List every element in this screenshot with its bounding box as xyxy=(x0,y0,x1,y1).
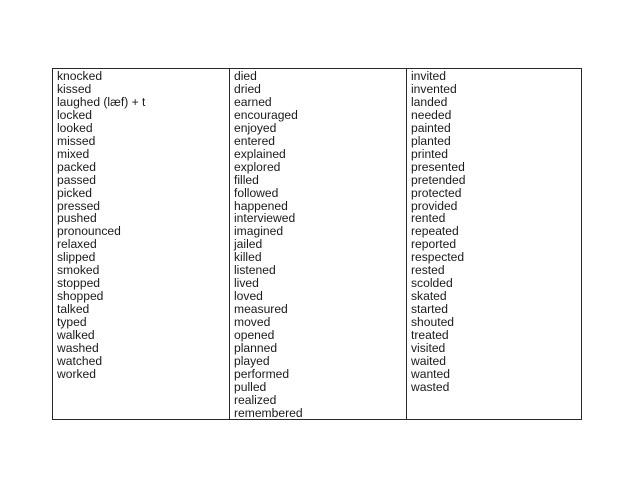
word-entry: invited xyxy=(411,69,446,83)
word-entry: lived xyxy=(234,276,259,291)
word-entry: scolded xyxy=(411,276,453,291)
word-entry: visited xyxy=(411,341,446,356)
word-entry: repeated xyxy=(411,224,459,239)
word-entry: pronounced xyxy=(57,224,121,239)
word-entry: looked xyxy=(57,120,93,135)
table-column-1 xyxy=(53,69,230,419)
word-entry: happened xyxy=(234,198,288,213)
word-entry: filled xyxy=(234,172,259,187)
word-entry: mixed xyxy=(57,146,90,161)
word-entry: wasted xyxy=(411,379,450,394)
word-entry: interviewed xyxy=(234,211,296,226)
word-entry: presented xyxy=(411,159,465,174)
word-entry: painted xyxy=(411,120,451,135)
word-entry: talked xyxy=(57,302,90,317)
word-entry: planned xyxy=(234,341,278,356)
word-entry: reported xyxy=(411,237,457,252)
word-entry: followed xyxy=(234,185,279,200)
word-entry: pressed xyxy=(57,198,101,213)
word-entry: shouted xyxy=(411,315,455,330)
word-entry: typed xyxy=(57,315,87,330)
word-entry: measured xyxy=(234,302,288,317)
word-entry: treated xyxy=(411,328,449,343)
word-entry: provided xyxy=(411,198,458,213)
word-entry: entered xyxy=(234,133,276,148)
word-entry: watched xyxy=(57,353,103,368)
word-entry: laughed (læf) + t xyxy=(57,94,146,109)
word-entry: imagined xyxy=(234,224,284,239)
word-entry: landed xyxy=(411,94,448,109)
word-entry: respected xyxy=(411,250,465,265)
word-entry: wanted xyxy=(411,366,450,381)
word-entry: played xyxy=(234,353,270,368)
word-entry: explored xyxy=(234,159,281,174)
word-entry: encouraged xyxy=(234,107,298,122)
word-entry: worked xyxy=(57,366,96,381)
word-entry: washed xyxy=(57,341,99,356)
word-entry: explained xyxy=(234,146,286,161)
word-entry: dried xyxy=(234,81,261,96)
word-entry: printed xyxy=(411,146,448,161)
word-entry: smoked xyxy=(57,263,100,278)
word-entry: died xyxy=(234,69,257,83)
word-entry: skated xyxy=(411,289,447,304)
word-entry: opened xyxy=(234,328,275,343)
word-entry: stopped xyxy=(57,276,101,291)
word-entry: knocked xyxy=(57,69,103,83)
word-entry: needed xyxy=(411,107,452,122)
word-entry: locked xyxy=(57,107,92,122)
word-entry: rented xyxy=(411,211,446,226)
word-entry: jailed xyxy=(234,237,263,252)
word-entry: listened xyxy=(234,263,276,278)
word-entry: kissed xyxy=(57,81,92,96)
word-entry: protected xyxy=(411,185,462,200)
word-entry: planted xyxy=(411,133,451,148)
word-entry: started xyxy=(411,302,448,317)
word-entry: relaxed xyxy=(57,237,97,252)
word-entry: remembered xyxy=(234,405,303,419)
word-entry: picked xyxy=(57,185,92,200)
table-column-3 xyxy=(407,69,581,419)
word-entry: packed xyxy=(57,159,96,174)
word-entry: performed xyxy=(234,366,290,381)
word-entry: realized xyxy=(234,392,277,407)
word-entry: slipped xyxy=(57,250,96,265)
word-entry: loved xyxy=(234,289,263,304)
word-table xyxy=(52,68,582,420)
word-entry: passed xyxy=(57,172,96,187)
word-entry: enjoyed xyxy=(234,120,277,135)
word-entry: earned xyxy=(234,94,272,109)
word-entry: shopped xyxy=(57,289,104,304)
word-entry: pushed xyxy=(57,211,97,226)
word-entry: waited xyxy=(411,353,446,368)
table-column-2 xyxy=(230,69,407,419)
word-entry: killed xyxy=(234,250,262,265)
word-entry: walked xyxy=(57,328,95,343)
word-entry: missed xyxy=(57,133,96,148)
word-entry: pulled xyxy=(234,379,267,394)
word-entry: rested xyxy=(411,263,445,278)
word-entry: pretended xyxy=(411,172,466,187)
word-entry: moved xyxy=(234,315,271,330)
word-entry: invented xyxy=(411,81,457,96)
